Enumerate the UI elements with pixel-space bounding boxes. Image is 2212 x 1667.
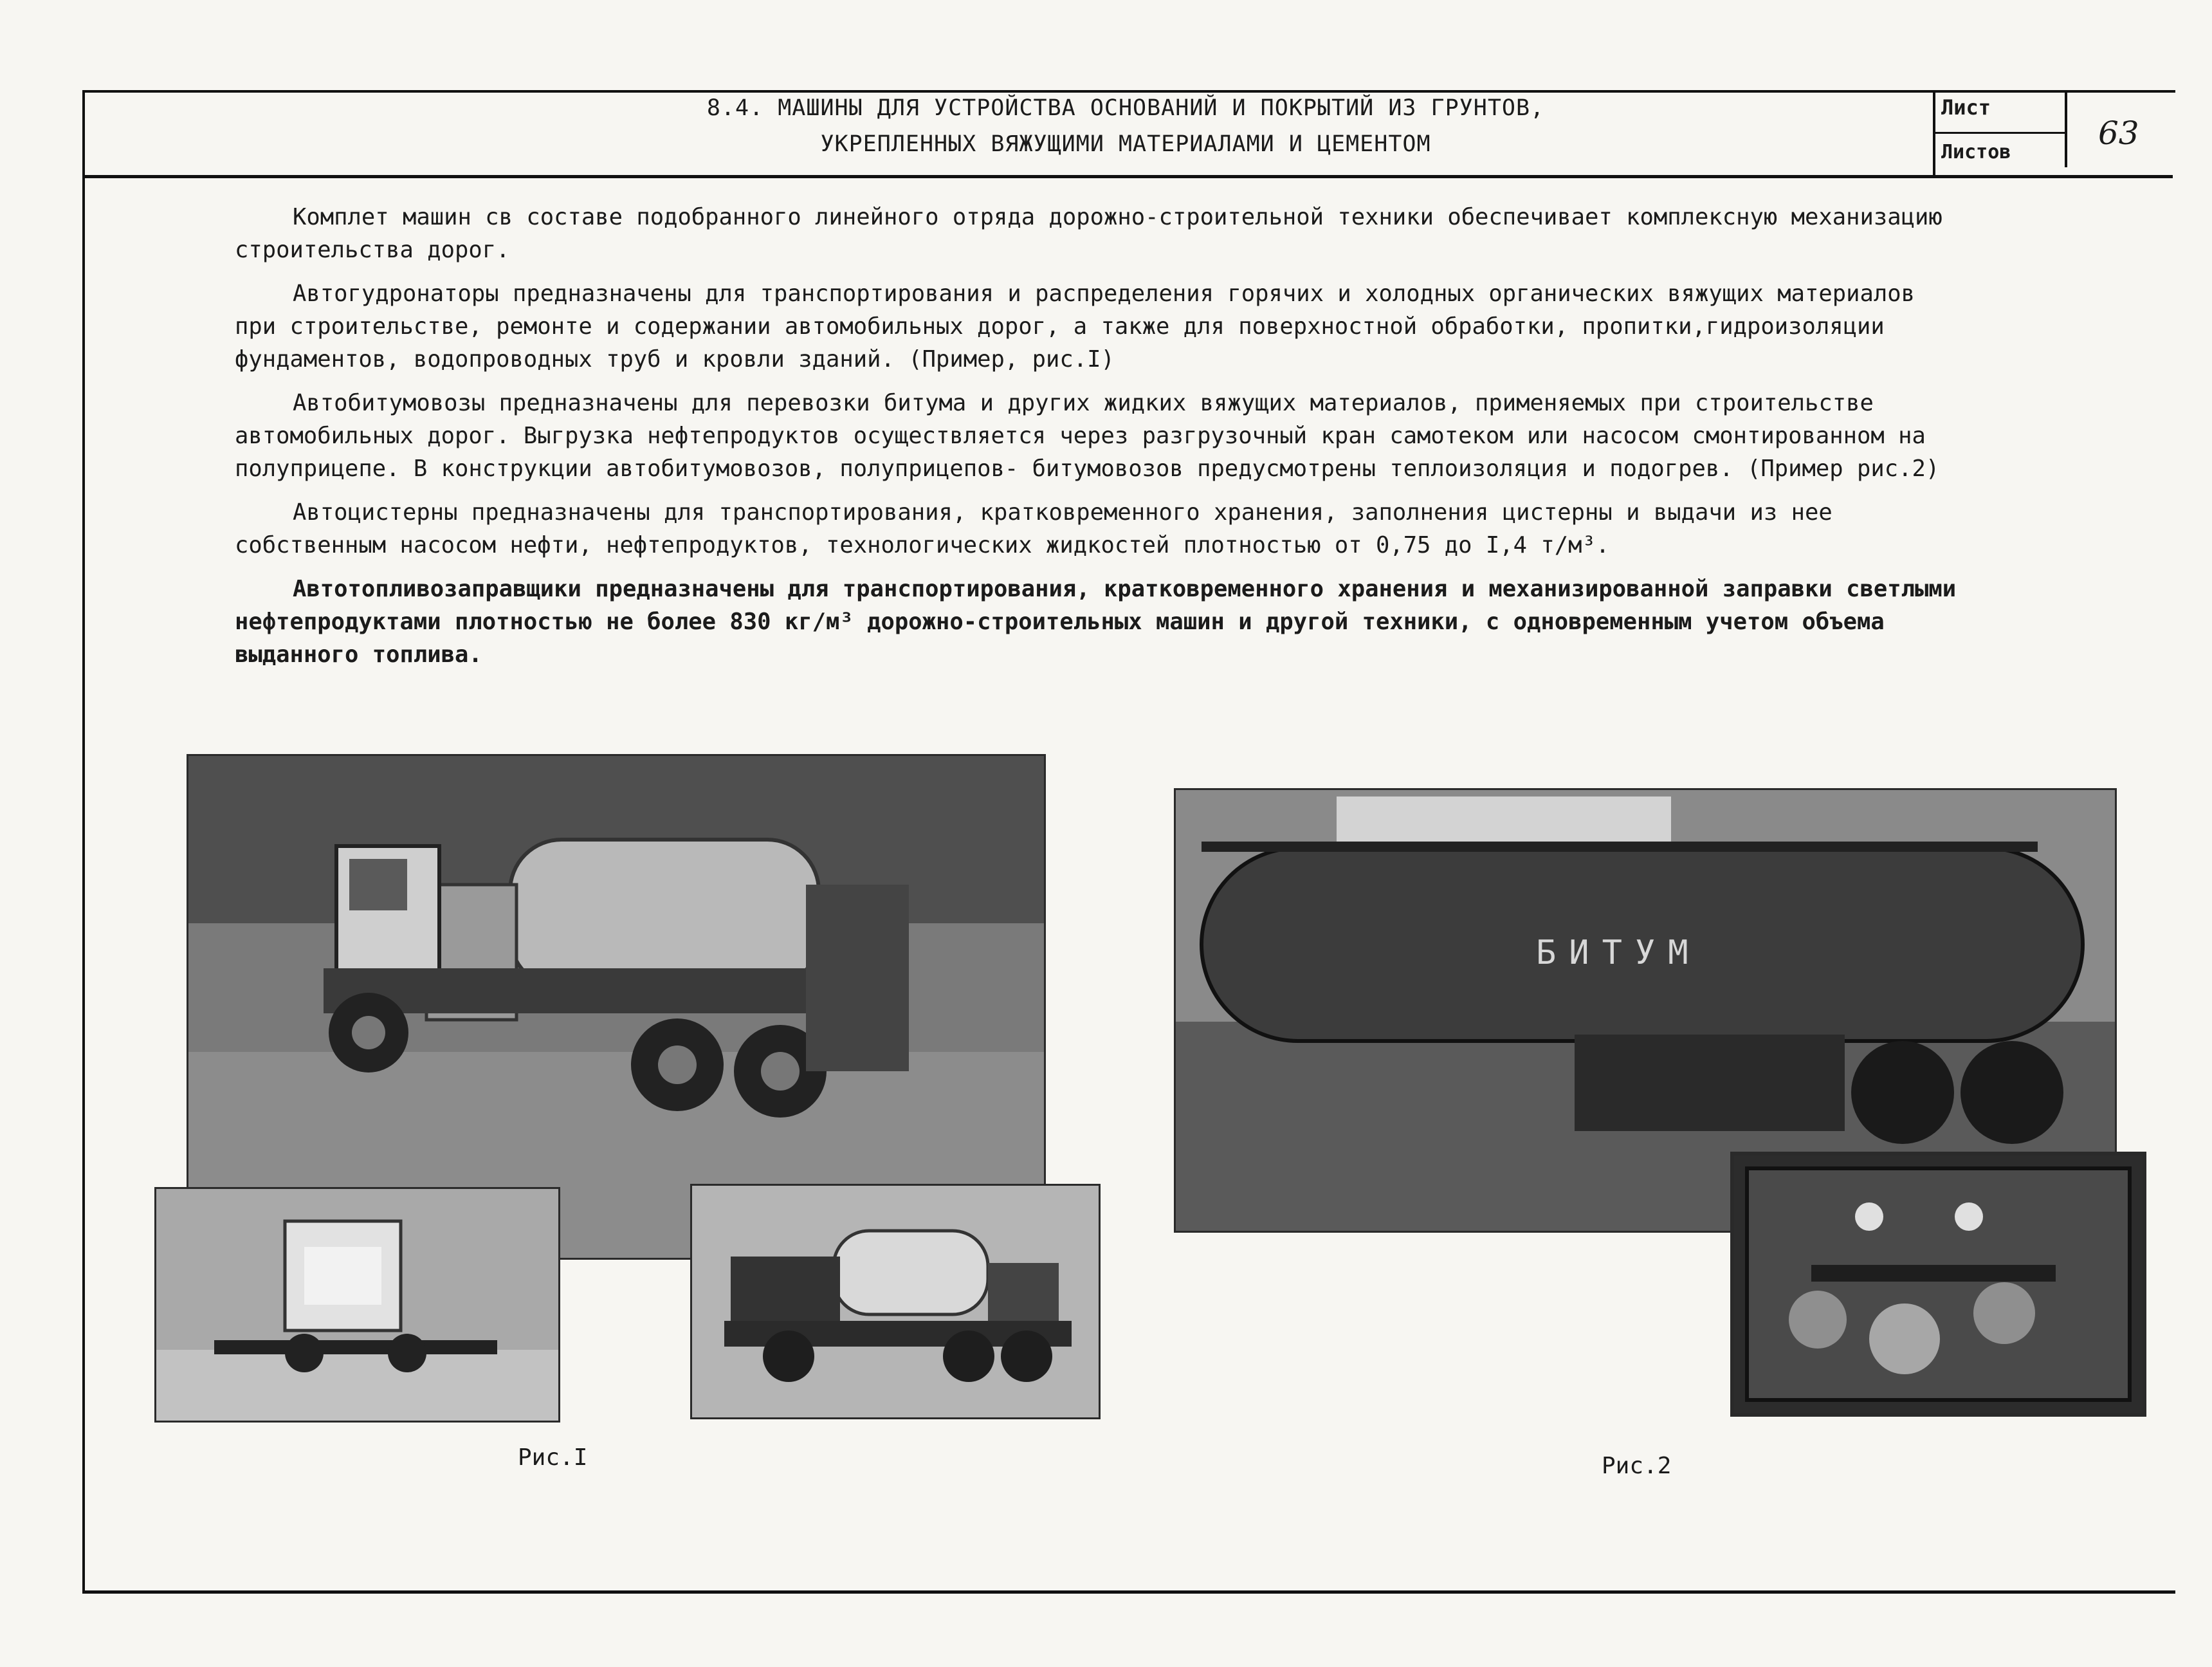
photo-asphalt-distributor-rear [154, 1187, 560, 1423]
paragraph-fuel-trucks: Автотопливозаправщики предназначены для транспортирования, кратковременного хранения и механизированной заправки светлыми нефтепродуктами плотностью не более 830 кг/м³ дорожно-строительных машин и другой техники, с одновременным учетом объема выданного топлива. [235, 576, 1957, 668]
page-number: 63 [2098, 115, 2139, 152]
section-title-line2: УКРЕПЛЕННЫХ ВЯЖУЩИМИ МАТЕРИАЛАМИ И ЦЕМЕНТОМ [820, 131, 1431, 157]
section-title-line1: 8.4. МАШИНЫ ДЛЯ УСТРОЙСТВА ОСНОВАНИЙ И ПОКРЫТИЙ ИЗ ГРУНТОВ, [706, 95, 1545, 121]
header-rule [82, 175, 2173, 178]
tank-lettering: БИТУМ [1536, 934, 1701, 972]
figure-1-caption: Рис.I [518, 1444, 588, 1471]
paragraph-tankers: Автоцистерны предназначены для транспортирования, кратковременного хранения, заполнения цистерны и выдачи из нее собственным насосом нефти, нефтепродуктов, технологических жидкостей плотностью от 0,75 до I,4 т/м³. [235, 499, 1833, 558]
paragraph-asphalt-distributors: Автогудронаторы предназначены для транспортирования и распределения горячих и холодных органических вяжущих материалов при строительстве, ремонте и содержании автомобильных дорог, а также для поверхностной обработки, пропитки,гидроизоляции фундаментов, водопроводных труб и кровли зданий. (Пример, рис.I) [235, 281, 1915, 373]
paragraph-intro: Комплет машин св составе подобранного линейного отряда дорожно-строительной техники обеспечивает комплексную механизацию строительства дорог. [235, 204, 1942, 263]
photo-asphalt-distributor-side [690, 1184, 1101, 1419]
figure-2-caption: Рис.2 [1602, 1453, 1672, 1479]
section-title [515, 90, 1737, 162]
photo-pump-cabinet [1730, 1152, 2146, 1417]
stamp-divider [1933, 132, 2065, 134]
paragraph-bitumen-carriers: Автобитумовозы предназначены для перевозки битума и других жидких вяжущих материалов, применяемых при строительстве автомобильных дорог. Выгрузка нефтепродуктов осуществляется через разгрузочный кран самотеком или насосом смонтированном на полуприцепе. В конструкции автобитумовозов, полуприцепов- битумовозов предусмотрены теплоизоляция и подогрев. (Пример рис.2) [235, 390, 1940, 482]
stamp-divider [2065, 90, 2067, 167]
sheets-label: Листов [1941, 141, 2011, 163]
body-text [235, 201, 1965, 682]
sheet-label: Лист [1941, 95, 1991, 120]
stamp-divider [1933, 90, 1935, 178]
